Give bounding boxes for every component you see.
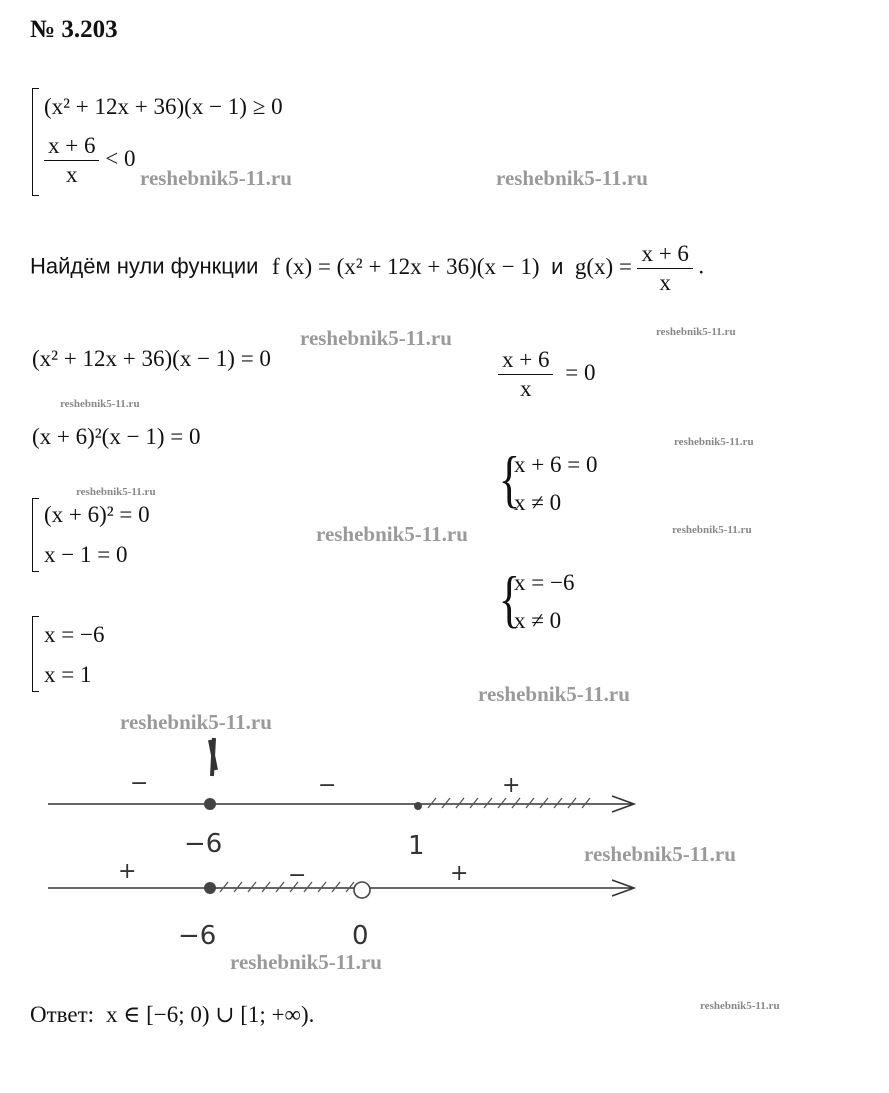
sign-1-3: +: [502, 773, 521, 798]
label-minus6-line1: −6: [184, 829, 223, 859]
label-minus6-line2: −6: [178, 921, 217, 951]
left-equation-2: (x + 6)²(x − 1) = 0: [32, 424, 201, 449]
system1-line-a: x + 6 = 0: [514, 452, 598, 477]
system-fraction-denominator: x: [65, 162, 78, 187]
answer-line: [30, 1002, 314, 1028]
right-fraction-rhs: = 0: [565, 359, 596, 385]
number-line-2: [48, 859, 634, 951]
system2-line-b: x ≠ 0: [514, 608, 562, 633]
right-fraction-numerator: x + 6: [498, 346, 553, 375]
g-numerator: x + 6: [637, 240, 692, 269]
answer-label: Ответ:: [30, 1002, 95, 1027]
watermark: reshebnik5-11.ru: [496, 166, 648, 190]
watermark: reshebnik5-11.ru: [478, 682, 630, 706]
label-1-line1: 1: [408, 831, 425, 861]
watermark: reshebnik5-11.ru: [60, 398, 140, 410]
f-definition: f (x) = (x² + 12x + 36)(x − 1): [271, 253, 540, 279]
answer-value: x ∈ [−6; 0) ∪ [1; +∞).: [106, 1002, 315, 1027]
sign-2-3: +: [450, 861, 469, 886]
tick-mark: [210, 738, 216, 776]
watermark: reshebnik5-11.ru: [120, 710, 272, 734]
watermark: reshebnik5-11.ru: [584, 842, 736, 866]
number-line-1: [48, 738, 634, 861]
system2-line-a: x = −6: [514, 570, 575, 595]
set1-line-b: x − 1 = 0: [44, 542, 128, 567]
problem-number: № 3.203: [30, 16, 118, 43]
set2-line-a: x = −6: [44, 622, 105, 647]
system1-brace: {: [498, 443, 521, 514]
watermark: reshebnik5-11.ru: [316, 522, 468, 546]
watermark: reshebnik5-11.ru: [76, 486, 156, 498]
watermark: reshebnik5-11.ru: [656, 326, 736, 338]
system1-line-b: x ≠ 0: [514, 490, 562, 515]
label-0-line2: 0: [352, 921, 369, 951]
sign-1-1: −: [130, 771, 149, 796]
watermark: reshebnik5-11.ru: [674, 436, 754, 448]
intro-text: Найдём нули функции: [30, 253, 259, 279]
watermark: reshebnik5-11.ru: [700, 1000, 780, 1012]
point-minus6-line1: [204, 798, 216, 810]
system-fraction-relation: < 0: [105, 145, 136, 171]
sign-2-2: −: [288, 863, 307, 888]
set2-line-b: x = 1: [44, 662, 92, 687]
hatching-1: [428, 798, 590, 808]
right-fraction-denominator: x: [519, 376, 532, 401]
intro-end: .: [698, 253, 705, 279]
watermark: reshebnik5-11.ru: [140, 166, 292, 190]
g-denominator: x: [659, 270, 671, 295]
set1-line-a: (x + 6)² = 0: [44, 502, 150, 527]
hatching-2: [220, 882, 354, 892]
watermark: reshebnik5-11.ru: [672, 524, 752, 536]
point-minus6-line2: [204, 882, 216, 894]
sign-2-1: +: [118, 859, 137, 884]
left-equation-1: (x² + 12x + 36)(x − 1) = 0: [32, 346, 271, 371]
point-0-line2: [354, 882, 370, 898]
g-lhs: g(x) =: [574, 253, 632, 279]
system-line-1: (x² + 12x + 36)(x − 1) ≥ 0: [44, 94, 283, 119]
system2-brace: {: [498, 563, 521, 634]
watermark: reshebnik5-11.ru: [230, 950, 382, 974]
watermark: reshebnik5-11.ru: [300, 326, 452, 350]
point-1-line1: [414, 802, 422, 810]
sign-1-2: −: [318, 773, 337, 798]
intro-conjunction: и: [551, 253, 564, 279]
system-fraction-numerator: x + 6: [44, 132, 99, 161]
